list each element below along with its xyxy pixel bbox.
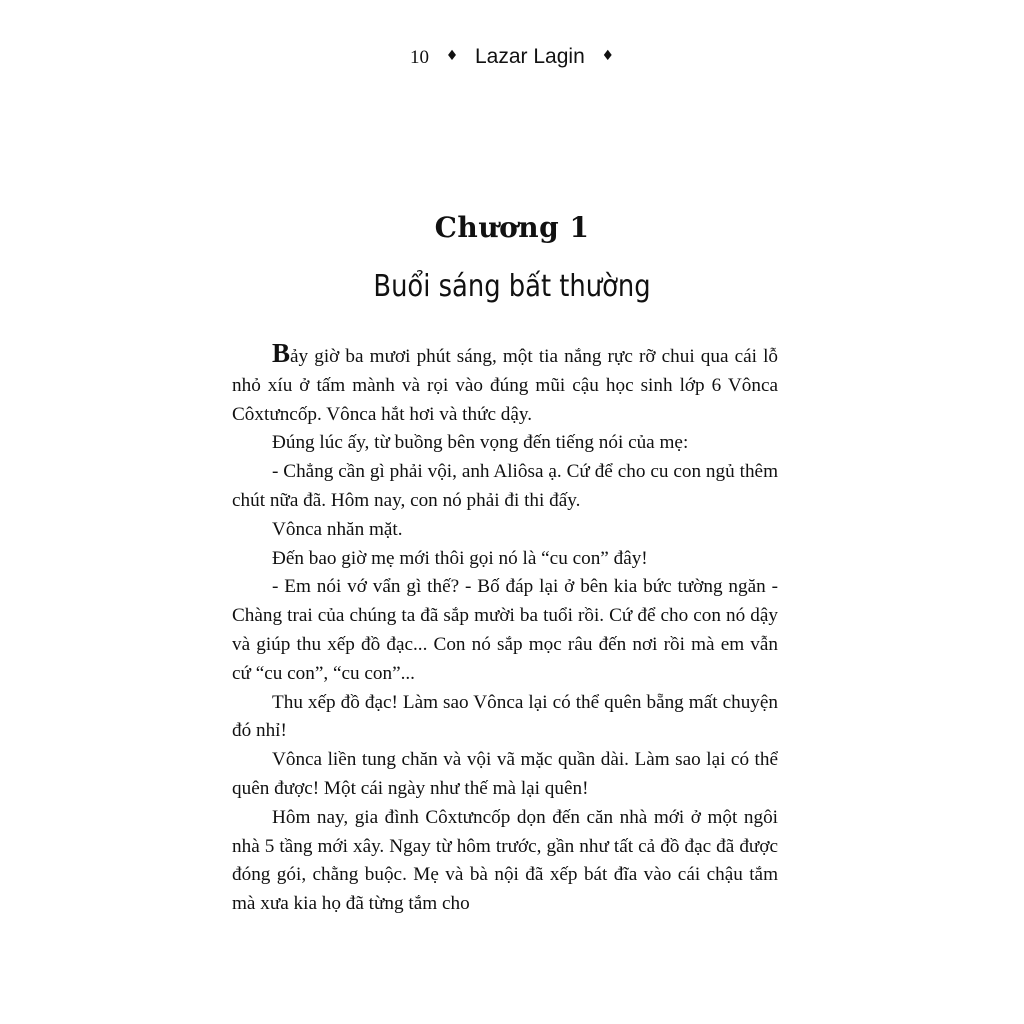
paragraph-text: ảy giờ ba mươi phút sáng, một tia nắng rực rỡ chui qua cái lỗ nhỏ xíu ở tấm mành và rọi vào đúng mũi cậu học sinh lớp 6 Vônca Côxtưncốp. Vônca hắt hơi và thức dậy. xyxy=(232,346,778,425)
paragraph: Thu xếp đồ đạc! Làm sao Vônca lại có thể quên bẵng mất chuyện đó nhỉ! xyxy=(232,691,778,742)
paragraph: Hôm nay, gia đình Côxtưncốp dọn đến căn nhà mới ở một ngôi nhà 5 tầng mới xây. Ngay từ hôm trước, gần như tất cả đồ đạc đã được đóng gói, chằng buộc. Mẹ và bà nội đã xếp bát đĩa vào cái chậu tắm mà xưa kia họ đã từng tắm cho xyxy=(232,806,778,915)
drop-cap: B xyxy=(272,338,291,368)
paragraph xyxy=(232,338,778,429)
paragraph: Đến bao giờ mẹ mới thôi gọi nó là “cu con” đây! xyxy=(272,547,648,569)
author-name: Lazar Lagin xyxy=(475,45,585,68)
paragraph: - Chẳng cần gì phải vội, anh Aliôsa ạ. Cứ để cho cu con ngủ thêm chút nữa đã. Hôm nay, con nó phải đi thi đấy. xyxy=(232,461,778,511)
chapter-label: Chương 1 xyxy=(434,211,590,244)
paragraph: Vônca liền tung chăn và vội vã mặc quần dài. Làm sao lại có thể quên được! Một cái ngày như thế mà lại quên! xyxy=(232,749,778,799)
page-number: 10 xyxy=(409,47,429,68)
diamond-ornament-icon: ♦ xyxy=(445,48,459,64)
running-header xyxy=(0,44,1024,72)
paragraph: Vônca nhăn mặt. xyxy=(272,518,403,540)
diamond-ornament-icon: ♦ xyxy=(601,48,615,64)
paragraph: Đúng lúc ấy, từ buồng bên vọng đến tiếng nói của mẹ: xyxy=(272,432,689,454)
paragraph: - Em nói vớ vẩn gì thế? - Bố đáp lại ở bên kia bức tường ngăn - Chàng trai của chúng ta đã sắp mười ba tuổi rồi. Cứ để cho con nó dậy và giúp thu xếp đồ đạc... Con nó sắp mọc râu đến nơi rồi mà em vẫn cứ “cu con”, “cu con”... xyxy=(232,576,778,684)
chapter-body xyxy=(232,338,778,919)
chapter-title: Buổi sáng bất thường xyxy=(373,269,651,304)
